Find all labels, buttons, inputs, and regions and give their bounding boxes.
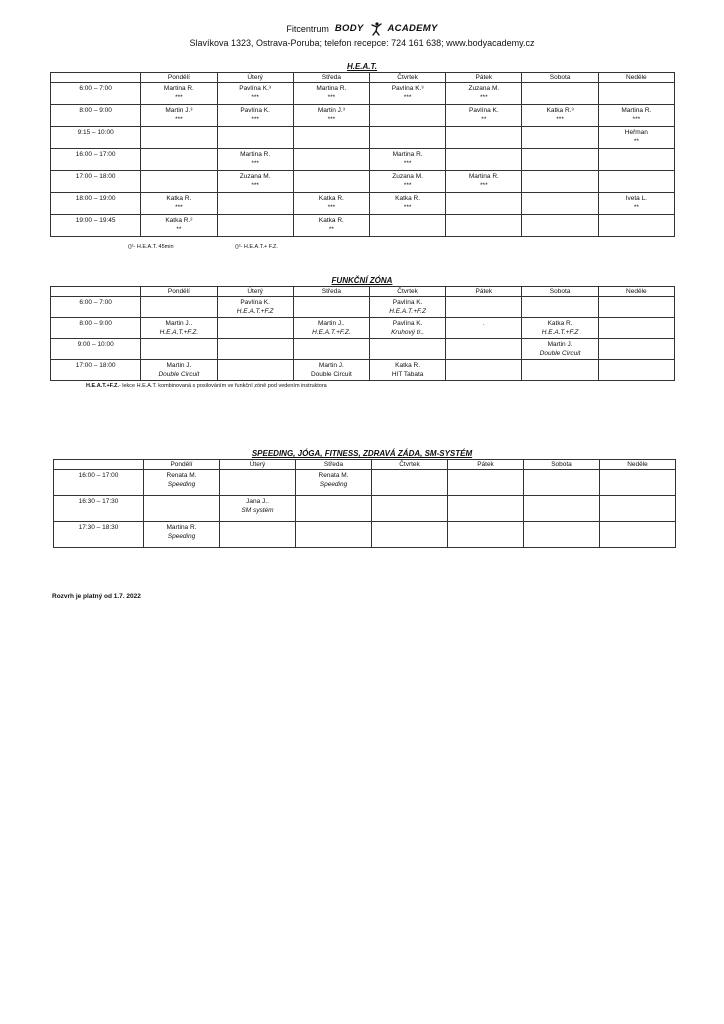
time-slot: 8:00 – 9:00: [51, 105, 141, 127]
instructor-name: Katka R.: [318, 195, 344, 202]
class-info: Speeding: [167, 481, 196, 488]
schedule-cell: [446, 171, 522, 193]
schedule-cell: [446, 297, 522, 318]
table-header-row: [51, 73, 675, 83]
schedule-cell: [448, 522, 524, 548]
schedule-cell: [369, 83, 445, 105]
instructor-name: Martina R.: [240, 151, 271, 158]
instructor-name: Renata M.: [166, 472, 197, 479]
schedule-cell: [144, 496, 220, 522]
schedule-cell: [217, 339, 293, 360]
schedule-cell: [293, 339, 369, 360]
schedule-cell: [141, 105, 217, 127]
day-header: Pondělí: [144, 460, 220, 470]
schedule-cell: [522, 83, 598, 105]
schedule-cell: [141, 215, 217, 237]
schedule-cell: [369, 360, 445, 381]
class-info: **: [328, 226, 334, 233]
instructor-name: Jana J..: [246, 498, 269, 505]
class-info: ***: [480, 94, 488, 101]
instructor-name: .: [482, 320, 485, 327]
instructor-name: Martina R.: [468, 173, 499, 180]
class-info: ***: [556, 116, 564, 123]
schedule-cell: [522, 105, 598, 127]
validity-note: Rozvrh je platný od 1.7. 2022: [52, 593, 141, 600]
header-corner: [51, 287, 141, 297]
schedule-cell: [296, 522, 372, 548]
schedule-cell: [144, 470, 220, 496]
schedule-cell: [144, 522, 220, 548]
schedule-cell: [293, 105, 369, 127]
schedule-cell: [296, 496, 372, 522]
schedule-cell: [369, 297, 445, 318]
instructor-name: Martin J.: [547, 341, 573, 348]
instructor-name: Martina R.: [621, 107, 652, 114]
schedule-cell: [293, 149, 369, 171]
table-row: [51, 149, 675, 171]
instructor-name: Katka R.: [547, 320, 573, 327]
class-info: ***: [251, 116, 259, 123]
instructor-name: Katka R.: [395, 195, 421, 202]
schedule-cell: [369, 171, 445, 193]
schedule-cell: [141, 127, 217, 149]
time-slot: 18:00 – 19:00: [51, 193, 141, 215]
instructor-name: Heřman: [624, 129, 648, 136]
table-row: [51, 83, 675, 105]
schedule-cell: [369, 215, 445, 237]
instructor-name: Martin J.: [318, 362, 344, 369]
schedule-cell: [217, 127, 293, 149]
schedule-cell: [369, 339, 445, 360]
schedule-cell: [296, 470, 372, 496]
schedule-cell: [141, 360, 217, 381]
day-header: Neděle: [598, 287, 674, 297]
class-info: ***: [480, 182, 488, 189]
instructor-name: Martin J.³: [165, 107, 193, 114]
table-row: [51, 339, 675, 360]
header-prefix: Fitcentrum: [286, 24, 329, 34]
time-slot: 6:00 – 7:00: [51, 83, 141, 105]
class-info: ***: [632, 116, 641, 123]
schedule-cell: [141, 318, 217, 339]
class-info: ***: [403, 182, 412, 189]
body-academy-logo-icon: [370, 22, 382, 36]
time-slot: 8:00 – 9:00: [51, 318, 141, 339]
class-info: H.E.A.T.+F.Z.: [159, 329, 199, 336]
schedule-cell: [293, 297, 369, 318]
class-info: ***: [403, 160, 412, 167]
heat-title: H.E.A.T.: [346, 62, 378, 71]
schedule-cell: [598, 105, 674, 127]
schedule-cell: [446, 339, 522, 360]
schedule-cell: [446, 149, 522, 171]
schedule-cell: [220, 496, 296, 522]
schedule-cell: [372, 470, 448, 496]
schedule-cell: [446, 105, 522, 127]
day-header: Čtvrtek: [369, 73, 445, 83]
schedule-cell: [293, 215, 369, 237]
time-slot: 16:00 – 17:00: [51, 149, 141, 171]
day-header: Pátek: [446, 287, 522, 297]
schedule-cell: [522, 318, 598, 339]
schedule-cell: [372, 496, 448, 522]
header-corner: [54, 460, 144, 470]
schedule-cell: [598, 318, 674, 339]
schedule-cell: [522, 127, 598, 149]
instructor-name: Zuzana M.: [392, 173, 423, 180]
instructor-name: Pavlína K.: [392, 320, 423, 327]
instructor-name: Iveta L.: [625, 195, 647, 202]
schedule-cell: [598, 193, 674, 215]
time-slot: 17:00 – 18:00: [51, 360, 141, 381]
class-info: SM systém: [241, 507, 274, 514]
instructor-name: Katka R.: [166, 195, 192, 202]
schedule-cell: [446, 215, 522, 237]
class-info: ***: [327, 204, 336, 211]
time-slot: 19:00 – 19:45: [51, 215, 141, 237]
schedule-cell: [217, 193, 293, 215]
table-row: [54, 496, 676, 522]
schedule-cell: [522, 297, 598, 318]
day-header: Středa: [293, 73, 369, 83]
class-info: ***: [327, 94, 336, 101]
instructor-name: Pavlína K.³: [239, 85, 272, 92]
instructor-name: Pavlína K.: [240, 107, 270, 114]
day-header: Pátek: [448, 460, 524, 470]
schedule-cell: [522, 339, 598, 360]
schedule-cell: [369, 127, 445, 149]
schedule-cell: [141, 297, 217, 318]
schedule-cell: [217, 297, 293, 318]
table-header-row: [51, 287, 675, 297]
instructor-name: Martina R.: [392, 151, 423, 158]
instructor-name: Pavlína K.³: [391, 85, 424, 92]
schedule-cell: [446, 127, 522, 149]
schedule-cell: [524, 522, 600, 548]
table-row: [51, 297, 675, 318]
fz-note-bold: H.E.A.T.+F.Z.: [86, 383, 119, 389]
schedule-cell: [600, 470, 676, 496]
header: [0, 22, 724, 50]
class-info: ***: [251, 160, 259, 167]
heat-footnote-2: ()³- H.E.A.T.+ F.Z.: [235, 244, 278, 250]
heat-schedule-table: [50, 72, 675, 237]
time-slot: 6:00 – 7:00: [51, 297, 141, 318]
schedule-cell: [598, 149, 674, 171]
class-info: Speeding: [167, 533, 196, 540]
schedule-cell: [217, 83, 293, 105]
schedule-cell: [522, 193, 598, 215]
class-info: ***: [251, 182, 259, 189]
brand-row: [0, 22, 724, 36]
schedule-cell: [522, 360, 598, 381]
schedule-cell: [522, 171, 598, 193]
schedule-cell: [293, 171, 369, 193]
schedule-cell: [598, 127, 674, 149]
day-header: Neděle: [600, 460, 676, 470]
schedule-cell: [446, 318, 522, 339]
day-header: Čtvrtek: [372, 460, 448, 470]
schedule-cell: [448, 496, 524, 522]
day-header: Pondělí: [141, 287, 217, 297]
schedule-cell: [141, 149, 217, 171]
class-info: ***: [403, 94, 412, 101]
schedule-cell: [293, 193, 369, 215]
address-line: Slavíkova 1323, Ostrava-Poruba; telefon recepce: 724 161 638; www.bodyacademy.cz: [189, 38, 535, 48]
schedule-cell: [220, 470, 296, 496]
schedule-cell: [446, 360, 522, 381]
table-row: [54, 522, 676, 548]
schedule-cell: [217, 318, 293, 339]
schedule-cell: [217, 360, 293, 381]
schedule-cell: [372, 522, 448, 548]
instructor-name: Katka R.: [395, 362, 421, 369]
schedule-cell: [369, 193, 445, 215]
class-info: **: [633, 138, 639, 145]
schedule-cell: [293, 83, 369, 105]
instructor-name: Pavlína K.: [240, 299, 270, 306]
table-row: [51, 171, 675, 193]
schedule-cell: [600, 522, 676, 548]
instructor-name: Katka R.³: [546, 107, 574, 114]
table-row: [51, 215, 675, 237]
time-slot: 9:15 – 10:00: [51, 127, 141, 149]
schedule-cell: [524, 470, 600, 496]
heat-footnote-1: ()²- H.E.A.T. 45min: [128, 244, 174, 250]
schedule-cell: [369, 105, 445, 127]
day-header: Pátek: [446, 73, 522, 83]
time-slot: 16:00 – 17:00: [54, 470, 144, 496]
fz-note: [86, 383, 327, 389]
schedule-cell: [220, 522, 296, 548]
day-header: Sobota: [522, 287, 598, 297]
fz-schedule-table: [50, 286, 675, 381]
day-header: Čtvrtek: [369, 287, 445, 297]
table-row: [54, 470, 676, 496]
instructor-name: Martin J..: [165, 320, 193, 327]
day-header: Úterý: [220, 460, 296, 470]
day-header: Středa: [296, 460, 372, 470]
schedule-cell: [522, 215, 598, 237]
schedule-cell: [524, 496, 600, 522]
schedule-cell: [217, 171, 293, 193]
class-info: Double Circuit: [158, 371, 200, 378]
class-info: ***: [327, 116, 336, 123]
schedule-cell: [446, 193, 522, 215]
class-info: **: [481, 116, 487, 123]
class-info: **: [176, 226, 182, 233]
class-info: Speeding: [319, 481, 348, 488]
schedule-cell: [522, 149, 598, 171]
schedule-cell: [369, 318, 445, 339]
class-info: ***: [175, 116, 183, 123]
table-row: [51, 127, 675, 149]
day-header: Úterý: [217, 73, 293, 83]
schedule-cell: [448, 470, 524, 496]
class-info: **: [633, 204, 639, 211]
instructor-name: Pavlína K.: [469, 107, 499, 114]
day-header: Úterý: [217, 287, 293, 297]
spd-title: SPEEDING, JÓGA, FITNESS, ZDRAVÁ ZÁDA, SM-SYSTÉM: [251, 449, 473, 458]
instructor-name: Martin J..: [318, 320, 345, 327]
day-header: Sobota: [524, 460, 600, 470]
schedule-cell: [598, 360, 674, 381]
schedule-cell: [293, 360, 369, 381]
schedule-cell: [141, 193, 217, 215]
schedule-cell: [598, 297, 674, 318]
instructor-name: Martin J.³: [317, 107, 345, 114]
instructor-name: Pavlína K.: [392, 299, 423, 306]
schedule-cell: [446, 83, 522, 105]
day-header: Neděle: [598, 73, 674, 83]
instructor-name: Katka R.: [318, 217, 344, 224]
class-info: H.E.A.T.+F.Z.: [312, 329, 351, 336]
schedule-cell: [598, 339, 674, 360]
header-corner: [51, 73, 141, 83]
instructor-name: Martina R.: [163, 85, 194, 92]
class-info: Kruhový tr..: [391, 329, 425, 336]
day-header: Sobota: [522, 73, 598, 83]
instructor-name: Zuzana M.: [468, 85, 500, 92]
table-row: [51, 193, 675, 215]
instructor-name: Zuzana M.: [239, 173, 271, 180]
fz-note-text: - lekce H.E.A.T. kombinovaná s posilováním ve funkční zóně pod vedením instruktora: [118, 383, 327, 389]
table-row: [51, 318, 675, 339]
table-row: [51, 360, 675, 381]
instructor-name: Renata M.: [318, 472, 349, 479]
schedule-cell: [141, 171, 217, 193]
class-info: Double Circuit: [310, 371, 352, 378]
class-info: H.E.A.T.+F.Z: [236, 308, 274, 315]
schedule-cell: [598, 83, 674, 105]
spd-schedule-table: [53, 459, 676, 548]
day-header: Středa: [293, 287, 369, 297]
instructor-name: Katka R.²: [165, 217, 193, 224]
day-header: Pondělí: [141, 73, 217, 83]
schedule-cell: [598, 171, 674, 193]
time-slot: 17:30 – 18:30: [54, 522, 144, 548]
class-info: ***: [403, 204, 412, 211]
schedule-cell: [217, 105, 293, 127]
time-slot: 17:00 – 18:00: [51, 171, 141, 193]
schedule-cell: [598, 215, 674, 237]
class-info: H.E.A.T.+F.Z: [389, 308, 426, 315]
instructor-name: Martina R.: [166, 524, 197, 531]
schedule-cell: [217, 149, 293, 171]
class-info: ***: [175, 204, 183, 211]
instructor-name: Martina R.: [316, 85, 347, 92]
schedule-cell: [141, 339, 217, 360]
fz-title: FUNKČNÍ ZÓNA: [331, 276, 393, 285]
schedule-cell: [293, 127, 369, 149]
class-info: ***: [251, 94, 259, 101]
class-info: Double Circuit: [539, 350, 581, 357]
time-slot: 16:30 – 17:30: [54, 496, 144, 522]
schedule-cell: [369, 149, 445, 171]
class-info: ***: [175, 94, 183, 101]
class-info: HIT Tabata: [391, 371, 424, 378]
instructor-name: Martin J.: [166, 362, 192, 369]
schedule-cell: [293, 318, 369, 339]
table-row: [51, 105, 675, 127]
schedule-cell: [141, 83, 217, 105]
class-info: H.E.A.T.+F.Z: [541, 329, 579, 336]
time-slot: 9:00 – 10:00: [51, 339, 141, 360]
schedule-cell: [600, 496, 676, 522]
brand-left: BODY: [334, 23, 364, 34]
brand-right: ACADEMY: [387, 23, 438, 34]
schedule-cell: [217, 215, 293, 237]
table-header-row: [54, 460, 676, 470]
